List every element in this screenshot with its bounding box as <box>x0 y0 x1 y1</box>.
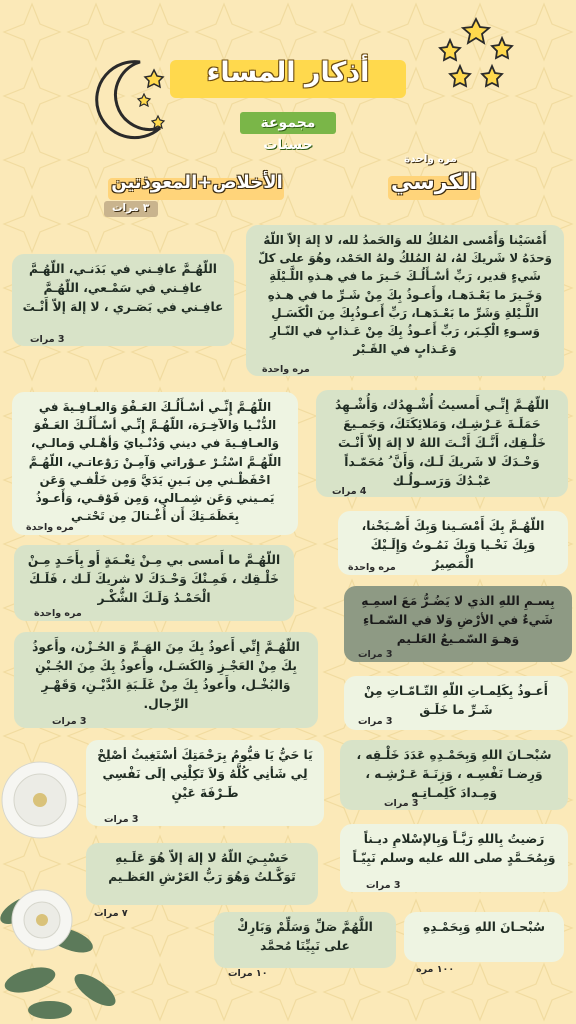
heading-ikhlas: الأخلاص+المعوذتين <box>111 172 283 193</box>
card-amsayna <box>246 225 564 376</box>
page-title: أذكار المساء <box>206 57 370 88</box>
count-bika: مره واحدة <box>348 562 396 573</box>
count-nimah: مره واحدة <box>34 608 82 619</box>
page-subtitle: مجموعة حسنات <box>240 112 336 134</box>
count-amsayna: مره واحدة <box>262 364 310 375</box>
card-afini <box>12 254 234 346</box>
dhikr-text: حَسْبِـيَ اللّهُ لا إلهَ إلاّ هُوَ عَلَـيهِ تَوَكَّـلتُ وَهُوَ رَبُّ العَرْشِ العَظـيم <box>108 851 296 884</box>
dhikr-text: اللّهُـمَّ إِنِّي أَعوذُ بِكَ مِنَ الهَـمِّ وَ الحُـزْن، وأَعوذُ بِكَ مِنْ العَجْـزِ وَالكَسَـل، وأَعوذُ بِكَ مِنَ الجُـبْنِ وَالبُخْـل، وأَعوذُ بِكَ مِنْ غَلَـبَةِ الدَّيْـنِ، وَقَهْـرِ الرِّجال. <box>32 640 300 711</box>
dhikr-text: اللّهُـمَّ إِنِّـي أَمسيتُ أُشْـهِدُك، وَأُشْـهِدُ حَمَلَـةَ عَـرْشِـك، وَمَلائِكَتَكَ، وَجَمـيعَ خَلْـقِك، أَنَّـكَ أَنْـتَ اللهُ لا إلهَ إلاّ أَنْـتَ وَحْـدَكَ لا شَريكَ لَـك، وَأَنَّ ُ مُحَمّـداً عَبْـدُكَ وَرَسـولُـك <box>335 398 549 488</box>
count-hasbi: ٧ مرات <box>94 908 128 919</box>
card-salli <box>214 912 396 968</box>
count-ushhiduk: 4 مرات <box>332 486 367 497</box>
heading-kursi-tag: مره واحدة <box>404 153 457 165</box>
dhikr-text: يَا حَيُّ يَا قيُّومُ بِرَحْمَتِكَ أسْتَغِيثُ أصْلِحْ لِي شَأنِي كُلَّهُ وَلاَ تَكِلْنِي إلَى نَفْسِي طَـرْفَةَ عَيْنٍ <box>97 748 313 800</box>
crescent-moon-icon <box>88 50 178 145</box>
card-hasbi <box>86 843 318 905</box>
count-kalimat: 3 مرات <box>358 716 393 727</box>
count-subhan-adad: 3 مرات <box>384 798 419 809</box>
count-afini: 3 مرات <box>30 334 65 345</box>
dhikr-text: سُبْحـانَ اللهِ وَبِحَمْـدِهِ عَدَدَ خَلْـقِه ، وَرِضـا نَفْسِـه ، وَزِنَـةَ عَـرْشِـه ، وَمِـدادَ كَلِمـاتِـه <box>356 748 552 800</box>
heading-kursi: الكرسي <box>390 170 478 195</box>
dhikr-text: اللّهُـمَّ عافِـني في بَدَنـي، اللّهُـمَّ عافِـني في سَمْـعي، اللّهُـمَّ عافِـني في بَصَـري ، لا إلهَ إلاّ أَنْـتَ <box>22 262 224 314</box>
card-subhan-adad <box>340 740 568 810</box>
count-hamm: 3 مرات <box>52 716 87 727</box>
dhikr-text: اللّهُـمَّ إِنِّـي أسْـأَلُـكَ العَـفْوَ وَالعـافِـيةَ في الدُّنْـيا وَالآخِـرَة، اللّهُـمَّ إِنِّـي أسْـأَلُـكَ العَـفْوَ وَالعـافِـيةَ في ديني وَدُنْـيايَ وَأهْـلي وَمالـي، اللّهُـمَّ اسْتُـرْ عـوْراتي وَآمِـنْ رَوْعاتـي، اللّهُـمَّ احْفَظْـني مِن بَـينِ يَدَيَّ وَمِن خَلْفـي وَعَن يَمـيني وَعَن شِمـالي، وَمِن فَوْقـي، وَأَعـوذُ بِعَظَمَـتِكَ أَن أُغْـتالَ مِن تَحْتـي <box>28 400 282 524</box>
card-subhanallah <box>404 912 564 962</box>
dhikr-text: اللّهُـمَّ بِكَ أَمْسَـينا وَبِكَ أَصْـبَحْنا، وَبِكَ نَحْـيا وَبِكَ نَمُـوتُ وَإِلَـيْكَ الْمَصِيرُ <box>361 519 545 571</box>
dhikr-text: سُبْحـانَ اللهِ وَبِحَمْـدِهِ <box>423 920 545 934</box>
card-afw <box>12 392 298 535</box>
heading-ikhlas-tag: ٣ مرات <box>112 202 150 214</box>
count-afw: مره واحدة <box>26 522 74 533</box>
card-hamm <box>14 632 318 728</box>
count-subhanallah: ١٠٠ مره <box>416 964 455 975</box>
dhikr-text: اللَّهُمَّ صَلِّ وَسَلِّمْ وَبَارِكْ على نَبِيِّنَا مُحمَّد <box>237 920 373 953</box>
stars-icon <box>436 16 518 96</box>
dhikr-text: بِسـمِ اللهِ الذي لا يَضُـرُّ مَعَ اسمِـهِ شَيءٌ في الأرْضِ وَلا في السّمـاءِ وَهـوَ السّمـيعُ العَلـيم <box>361 594 555 646</box>
count-raditu: 3 مرات <box>366 880 401 891</box>
dhikr-text: اللّهُـمَّ ما أَمسى بي مِـنْ نِعْـمَةٍ أَو بِأَحَـدٍ مِـنْ خَلْـقِك ، فَمِـنْكَ وَحْـدَكَ لا شريكَ لَـك ، فَلَـكَ الْحَمْـدُ وَلَـكَ الشُّكْـر <box>27 553 281 605</box>
count-bismillah: 3 مرات <box>358 649 393 660</box>
dhikr-text: أَمْسَيْنا وَأَمْسى المُلكُ لله وَالحَمدُ لله، لا إلهَ إلاّ اللّهُ وَحدَهُ لا شَريكَ لهُ، لهُ المُلكُ ولهُ الحَمْد، وهُوَ على كلّ شَيءٍ قدير، رَبِّ أسْـأَلُـكَ خَـيرَ ما في هـذهِ اللَّـيْلَةِ وَخَـيرَ ما بَعْـدَهـا، وأَعـوذُ بِكَ مِنْ شَـرِّ ما في هـذهِ اللَّـيْلةِ وَشَرِّ ما بَعْـدَهـا، رَبِّ أَعـوذُبِكَ مِنَ الْكَسَـلِ وَسـوءِ الْكِـبَر، رَبِّ أَعـوذُ بِكَ مِنْ عَـذابٍ في النّـارِ وَعَـذابٍ في القَـبْر <box>258 233 552 357</box>
dhikr-text: رَضيتُ بِاللهِ رَبَّـاً وَبِالإسْلامِ ديـناً وَبِمُحَـمَّدٍ صلى الله عليه وسلم نَبِيّـاً <box>352 832 556 865</box>
count-ya-hayy: 3 مرات <box>104 814 139 825</box>
count-salli: ١٠ مرات <box>228 968 268 979</box>
dhikr-text: أَعـوذُ بِكَلِمـاتِ اللّهِ التّـامّـاتِ مِنْ شَـرِّ ما خَلَـق <box>364 684 548 717</box>
card-ushhiduk <box>316 390 568 497</box>
